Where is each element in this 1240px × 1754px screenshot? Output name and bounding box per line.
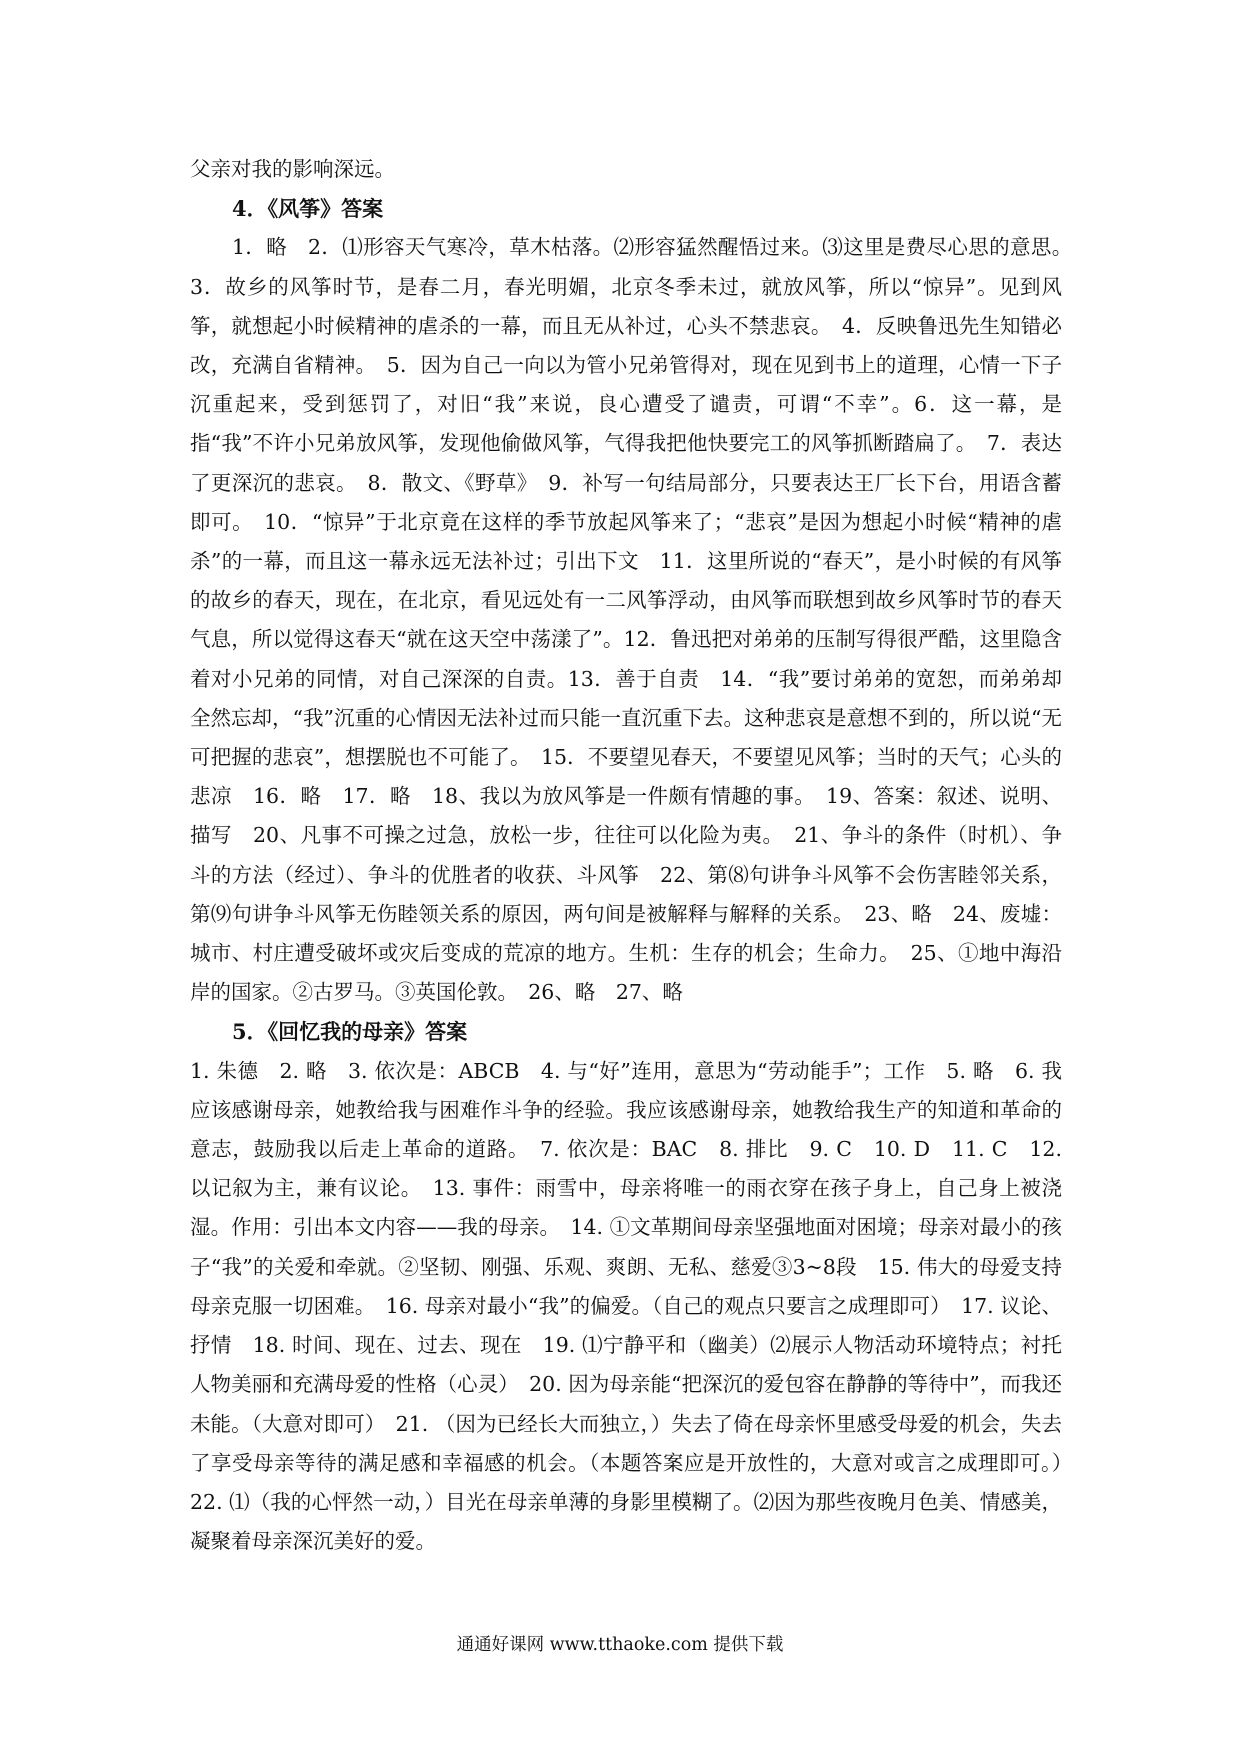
- page-footer: 通通好课网 www.tthaoke.com 提供下载: [456, 1635, 784, 1655]
- section-5-answers: 1. 朱德 2. 略 3. 依次是：ABCB 4. 与“好”连用，意思为“劳动能手”；工作 5. 略 6. 我应该感谢母亲，她教给我与困难作斗争的经验。我应该感谢母亲，她教给我生产的知道和革命的意志，鼓励我以后走上革命的道路。 7. 依次是：BAC 8. 排比 9. C 10. D 11. C 12. 以记叙为主，兼有议论。 13. 事件：雨雪中，母亲将唯一的雨衣穿在孩子身上，自己身上被浇湿。作用：引出本文内容——我的母亲。 14. ①文革期间母亲坚强地面对困境；母亲对最小的孩子“我”的关爱和牵就。②坚韧、刚强、乐观、爽朗、无私、慈爱③3~8段 15. 伟大的母爱支持母亲克服一切困难。 16. 母亲对最小“我”的偏爱。（自己的观点只要言之成理即可） 17. 议论、抒情 18. 时间、现在、过去、现在 19. ⑴宁静平和（幽美）⑵展示人物活动环境特点；衬托人物美丽和充满母爱的性格（心灵） 20. 因为母亲能“把深沉的爱包容在静静的等待中”，而我还未能。（大意对即可） 21. （因为已经长大而独立，）失去了倚在母亲怀里感受母爱的机会，失去了享受母亲等待的满足感和幸福感的机会。（本题答案应是开放性的，大意对或言之成理即可。） 22. ⑴（我的心怦然一动，）目光在母亲单薄的身影里模糊了。⑵因为那些夜晚月色美、情感美，凝聚着母亲深沉美好的爱。: [190, 1058, 1083, 1554]
- document-page: [190, 150, 1083, 1561]
- section-5-heading: 5．《回忆我的母亲》答案: [232, 1019, 468, 1045]
- section-4-answers: 1．略 2．⑴形容天气寒冷，草木枯落。⑵形容猛然醒悟过来。⑶这里是费尽心思的意思。 3．故乡的风筝时节，是春二月，春光明媚，北京冬季未过，就放风筝，所以“惊异”。见到风筝，就想起小时候精神的虐杀的一幕，而且无从补过，心头不禁悲哀。 4．反映鲁迅先生知错必改，充满自省精神。 5．因为自己一向以为管小兄弟管得对，现在见到书上的道理，心情一下子沉重起来，受到惩罚了，对旧“我”来说，良心遭受了谴责，可谓“不幸”。6．这一幕，是指“我”不许小兄弟放风筝，发现他偷做风筝，气得我把他快要完工的风筝抓断踏扁了。 7．表达了更深沉的悲哀。 8．散文、《野草》 9．补写一句结局部分，只要表达王厂长下台，用语含蓄即可。 10．“惊异”于北京竟在这样的季节放起风筝来了；“悲哀”是因为想起小时候“精神的虐杀”的一幕，而且这一幕永远无法补过；引出下文 11．这里所说的“春天”，是小时候的有风筝的故乡的春天，现在，在北京，看见远处有一二风筝浮动，由风筝而联想到故乡风筝时节的春天气息，所以觉得这春天“就在这天空中荡漾了”。12．鲁迅把对弟弟的压制写得很严酷，这里隐含着对小兄弟的同情，对自己深深的自责。13．善于自责 14．“我”要讨弟弟的宽恕，而弟弟却全然忘却，“我”沉重的心情因无法补过而只能一直沉重下去。这种悲哀是意想不到的，所以说“无可把握的悲哀”，想摆脱也不可能了。 15．不要望见春天，不要望见风筝；当时的天气；心头的悲凉 16．略 17．略 18、我以为放风筝是一件颇有情趣的事。 19、答案：叙述、说明、描写 20、凡事不可操之过急，放松一步，往往可以化险为夷。 21、争斗的条件（时机）、争斗的方法（经过）、争斗的优胜者的收获、斗风筝 22、第⑻句讲争斗风筝不会伤害睦邻关系，第⑼句讲争斗风筝无伤睦领关系的原因，两句间是被解释与解释的关系。 23、略 24、废墟：城市、村庄遭受破坏或灾后变成的荒凉的地方。生机：生存的机会；生命力。 25、①地中海沿岸的国家。②古罗马。③英国伦敦。 26、略 27、略: [190, 235, 1083, 1005]
- section-4-heading: 4．《风筝》答案: [232, 196, 384, 222]
- intro-paragraph: 父亲对我的影响深远。: [190, 157, 395, 181]
